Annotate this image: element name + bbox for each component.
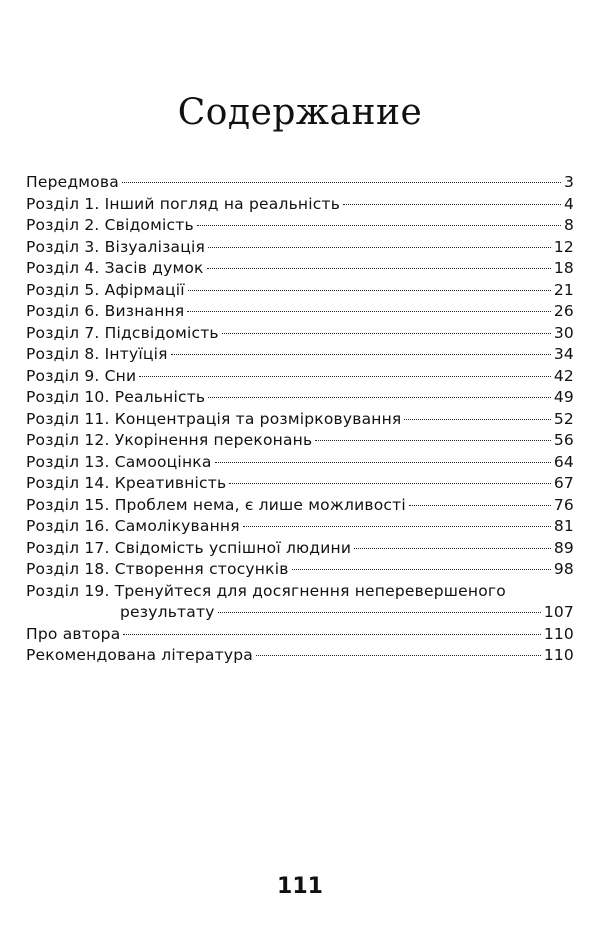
toc-entry[interactable] — [26, 645, 574, 667]
dot-leader — [409, 505, 551, 506]
dot-leader — [218, 612, 541, 613]
toc-entry-label-continued: результату — [120, 603, 215, 621]
dot-leader — [315, 440, 551, 441]
toc-entry[interactable] — [26, 495, 574, 517]
dot-leader — [292, 569, 551, 570]
toc-entry[interactable] — [26, 452, 574, 474]
toc-entry-page: 42 — [553, 366, 574, 385]
toc-entry-label: Розділ 15. Проблем нема, є лише можливості — [26, 495, 406, 514]
table-of-contents — [26, 172, 574, 667]
dot-leader — [122, 182, 561, 183]
toc-entry-label: Рекомендована література — [26, 646, 253, 664]
toc-entry-label: Розділ 2. Свідомість — [26, 216, 194, 234]
toc-main-list — [26, 172, 574, 581]
dot-leader — [256, 655, 541, 656]
toc-entry[interactable] — [26, 624, 574, 646]
toc-entry[interactable] — [26, 258, 574, 280]
toc-entry[interactable] — [26, 538, 574, 560]
dot-leader — [215, 462, 551, 463]
toc-entry[interactable] — [26, 516, 574, 538]
toc-entry-page: 18 — [553, 259, 574, 277]
toc-entry[interactable] — [26, 387, 574, 409]
toc-entry-label: Розділ 11. Концентрація та розмірковування — [26, 409, 402, 428]
toc-entry-label: Розділ 7. Підсвідомість — [26, 323, 219, 342]
dot-leader — [354, 548, 551, 549]
toc-entry[interactable] — [26, 409, 574, 431]
toc-entry-page: 107 — [543, 603, 574, 621]
toc-entry-label: Розділ 4. Засів думок — [26, 259, 204, 277]
page-title: Содержание — [177, 92, 423, 133]
toc-entry-page: 52 — [553, 409, 574, 428]
toc-entry-label: Розділ 14. Креативність — [26, 474, 227, 492]
toc-entry-page: 56 — [553, 431, 574, 449]
toc-entry-label: Розділ 16. Самолікування — [26, 517, 240, 535]
toc-entry-page: 21 — [553, 280, 574, 299]
toc-entry-continuation — [26, 602, 574, 624]
toc-entry-page: 67 — [553, 474, 574, 492]
toc-entry[interactable] — [26, 280, 574, 302]
toc-entry-page: 49 — [553, 388, 574, 406]
toc-entry-label: Розділ 17. Свідомість успішної людини — [26, 538, 352, 557]
toc-entry-label: Розділ 5. Афірмації — [26, 280, 185, 299]
toc-end-list — [26, 624, 574, 667]
dot-leader — [343, 204, 561, 205]
toc-entry-label: Розділ 6. Визнання — [26, 302, 185, 320]
dot-leader — [197, 225, 561, 226]
toc-entry-label: Розділ 9. Сни — [26, 366, 137, 385]
toc-entry-page: 34 — [553, 345, 574, 363]
dot-leader — [404, 419, 550, 420]
toc-entry[interactable] — [26, 323, 574, 345]
toc-entry-page: 30 — [553, 323, 574, 342]
toc-entry-page: 110 — [543, 646, 574, 664]
toc-entry-page: 98 — [553, 560, 574, 578]
toc-entry-label: Про автора — [26, 624, 121, 643]
toc-entry-page: 76 — [553, 495, 574, 514]
toc-entry-chapter-19[interactable] — [26, 581, 574, 624]
toc-entry[interactable] — [26, 172, 574, 194]
dot-leader — [208, 247, 551, 248]
dot-leader — [229, 483, 551, 484]
dot-leader — [243, 526, 551, 527]
dot-leader — [208, 397, 551, 398]
dot-leader — [171, 354, 551, 355]
toc-entry-label: Розділ 10. Реальність — [26, 388, 206, 406]
page-number: 111 — [277, 874, 323, 899]
dot-leader — [207, 268, 551, 269]
toc-entry-label: Розділ 19. Тренуйтеся для досягнення неперевершеного — [26, 581, 506, 600]
toc-entry-page: 26 — [553, 302, 574, 320]
toc-entry-label: Розділ 13. Самооцінка — [26, 452, 212, 471]
toc-entry-page: 4 — [563, 194, 574, 213]
toc-entry[interactable] — [26, 559, 574, 581]
dot-leader — [187, 311, 550, 312]
toc-entry[interactable] — [26, 194, 574, 216]
toc-entry[interactable] — [26, 473, 574, 495]
toc-entry[interactable] — [26, 366, 574, 388]
dot-leader — [139, 376, 551, 377]
dot-leader — [123, 634, 540, 635]
toc-entry-label: Розділ 3. Візуалізація — [26, 237, 206, 256]
toc-entry-page: 81 — [553, 517, 574, 535]
toc-entry-page: 110 — [543, 624, 574, 643]
toc-entry-label: Розділ 18. Створення стосунків — [26, 560, 289, 578]
toc-entry[interactable] — [26, 344, 574, 366]
toc-entry[interactable] — [26, 215, 574, 237]
toc-entry-page: 12 — [553, 237, 574, 256]
toc-entry-label: Розділ 8. Інтуїція — [26, 345, 168, 363]
toc-entry[interactable] — [26, 301, 574, 323]
toc-entry-page: 89 — [553, 538, 574, 557]
toc-entry[interactable] — [26, 237, 574, 259]
dot-leader — [188, 290, 551, 291]
toc-entry[interactable] — [26, 430, 574, 452]
toc-entry-page: 8 — [563, 216, 574, 234]
dot-leader — [222, 333, 551, 334]
toc-entry-label: Розділ 12. Укорінення переконань — [26, 431, 313, 449]
toc-entry-label: Розділ 1. Інший погляд на реальність — [26, 194, 341, 213]
toc-entry-label: Передмова — [26, 173, 119, 191]
toc-entry-page: 64 — [553, 452, 574, 471]
toc-entry-page: 3 — [563, 173, 574, 191]
